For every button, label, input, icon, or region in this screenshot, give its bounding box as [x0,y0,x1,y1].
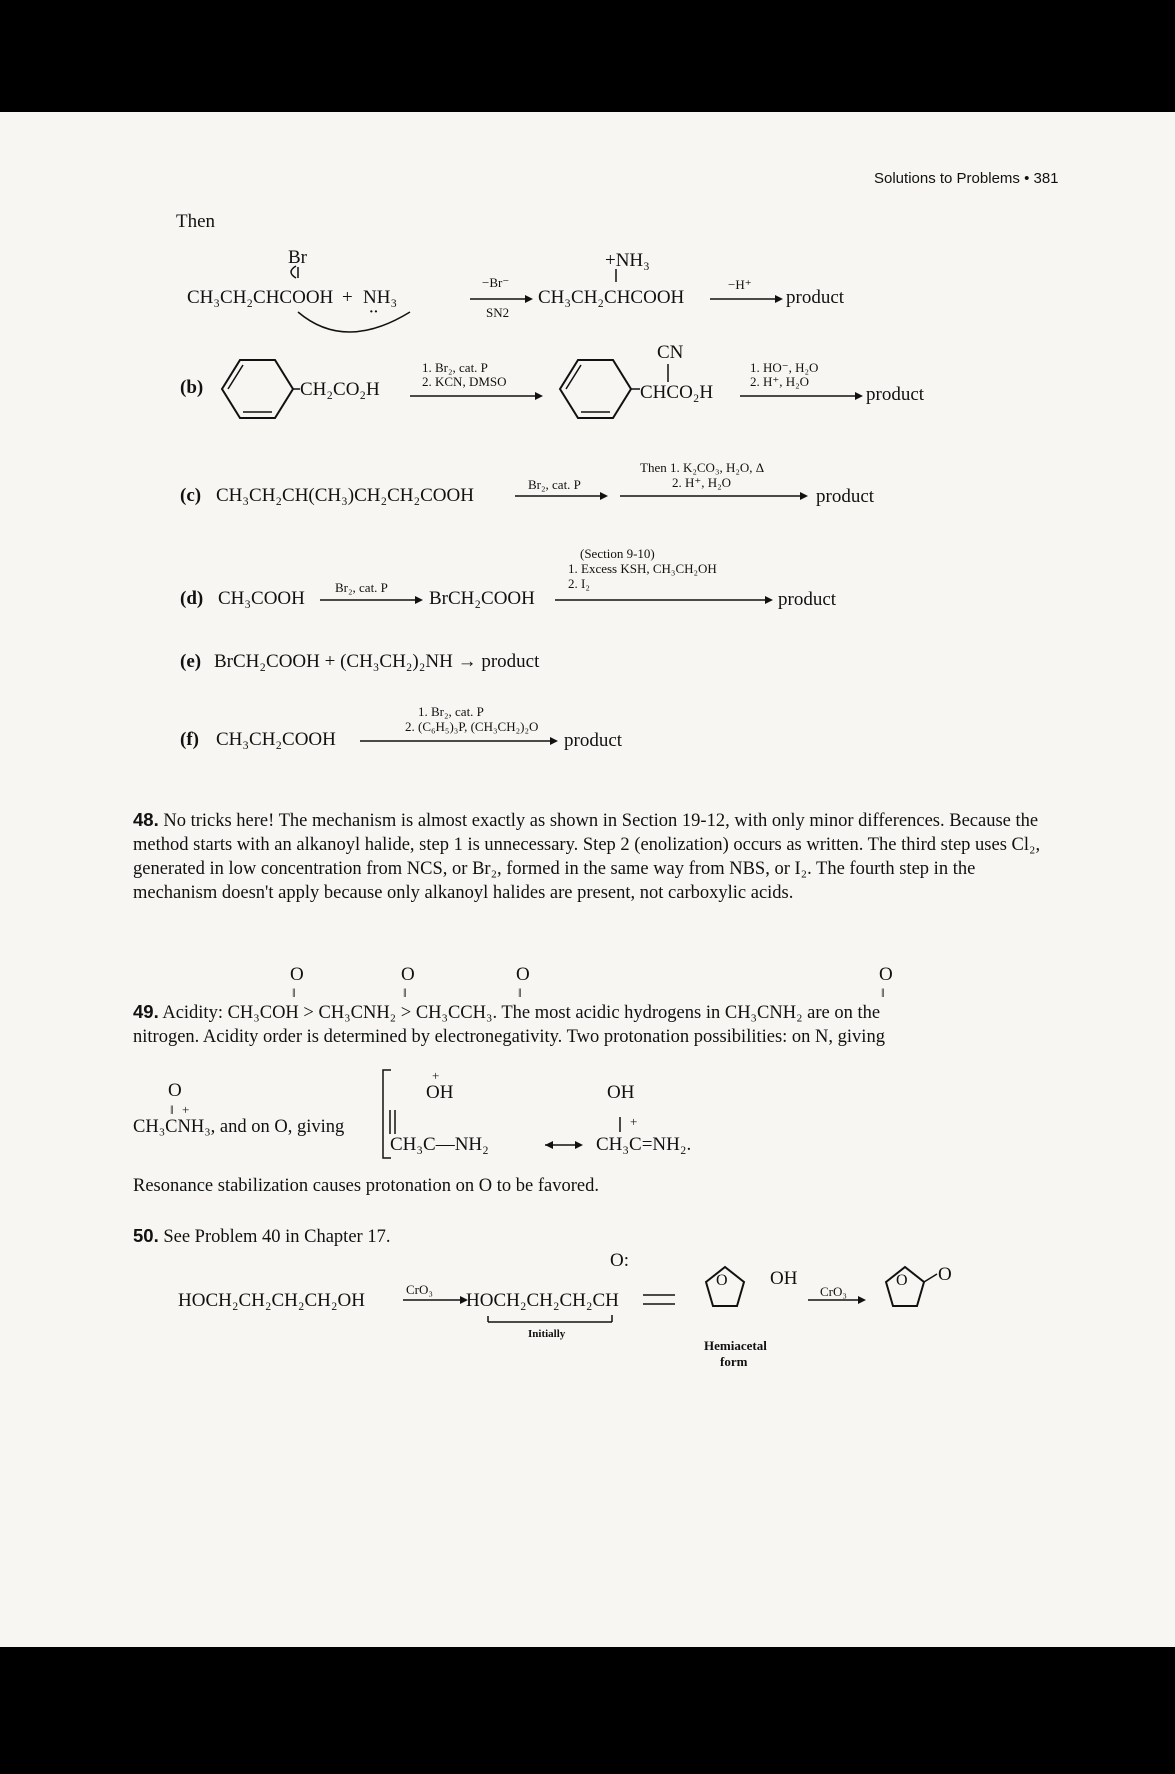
carbonyl-bond-5: ‖ [170,1102,174,1117]
hemiacetal-oh: OH [770,1268,798,1289]
reagent-c1: Br₂, cat. P [528,477,581,492]
n-plus-charge: + [182,1102,190,1117]
reagent-b1-line1: 1. Br₂, cat. P [422,360,488,375]
problem-50-text: See Problem 40 in Chapter 17. [163,1227,391,1247]
reagent-a-bottom: SN2 [486,305,510,320]
label-f: (f) [180,729,199,750]
carbonyl-o-2: O [401,964,415,985]
ammonia: NH₃ [363,287,398,308]
carbonyl-o-5: O [168,1080,182,1101]
o-plus-charge: + [432,1068,440,1083]
then-label: Then [176,211,216,232]
oxidant-2: CrO₃ [820,1284,847,1299]
hydroxy-aldehyde: HOCH₂CH₂CH₂CH [466,1290,619,1311]
iminium-plus: + [630,1114,638,1129]
reagent-f-line1: 1. Br₂, cat. P [418,704,484,719]
oxidant-1: CrO₃ [406,1282,433,1297]
problem-49-number: 49. [133,1001,159,1022]
resonance-structure-2: CH₃C=NH₂. [596,1134,692,1155]
carbonyl-bond-2: ‖ [403,985,407,1000]
intermediate-a: CH₃CH₂CHCOOH [538,287,685,308]
lactone-carbonyl-o: O [938,1264,952,1285]
reagent-c2-line2: 2. H⁺, H₂O [672,475,732,490]
hemiacetal-label-1: Hemiacetal [704,1338,767,1353]
carbonyl-o-1: O [290,964,304,985]
hemiacetal-ring-o: O [716,1272,728,1289]
reagent-d2-line1: (Section 9-10) [580,546,655,561]
hemiacetal-label-2: form [720,1354,748,1369]
equation-e: BrCH₂COOH + (CH₃CH₂)₂NH → product [214,651,540,672]
lone-pair: ·· [369,305,379,320]
problem-49 [133,1000,1073,1049]
cyanoacid-substituent: CHCO₂H [640,382,714,403]
reactant-d: CH₃COOH [218,588,305,609]
lactone-ring-o: O [896,1272,908,1289]
label-d: (d) [180,588,204,609]
reagent-c2-line1: Then 1. K₂CO₃, H₂O, Δ [640,460,765,475]
carbonyl-bond-1: ‖ [292,985,296,1000]
ammonium-group: +NH₃ [605,250,650,271]
cyano-group: CN [657,342,684,363]
carbonyl-o-3: O [516,964,530,985]
reagent-d2-line3: 2. I₂ [568,576,590,591]
resonance-structure-1: CH₃C—NH₂ [390,1134,489,1155]
label-c: (c) [180,485,202,506]
plus-sign: + [342,287,353,308]
phenylacetic-substituent: CH₂CO₂H [300,379,380,400]
initially-label: Initially [528,1328,566,1340]
intermediate-d: BrCH₂COOH [429,588,535,609]
reagent-b2-line2: 2. H⁺, H₂O [750,374,810,389]
product-b: product [866,384,925,405]
reagent-b1-line2: 2. KCN, DMSO [422,374,507,389]
butanediol: HOCH₂CH₂CH₂CH₂OH [178,1290,365,1311]
aldehyde-oxygen: O: [610,1250,629,1271]
hydroxyl-oh: OH [607,1082,635,1103]
problem-49-conclusion: Resonance stabilization causes protonation on O to be favored. [133,1176,599,1196]
br-substituent: Br [288,247,307,268]
page [0,112,1175,1647]
oxonium-oh: OH [426,1082,454,1103]
running-head: Solutions to Problems • 381 [874,170,1059,187]
product-a: product [786,287,845,308]
n-protonated-text: CH₃CNH₃, and on O, giving [133,1117,345,1137]
problem-48-text: No tricks here! The mechanism is almost exactly as shown in Section 19-12, with only minor differences. Because the method starts with an alkanoyl halide, step 1 is unnecessary. Step 2 (enolization) occurs as written. The third step uses Cl₂, generated in low concentration from NCS, or Br₂, formed in the same way from NBS, or I₂. The fourth step in the mechanism doesn't apply because only alkanoyl halides are present, not carboxylic acids. [133,811,1041,903]
reactant-a: CH₃CH₂CHCOOH [187,287,334,308]
reactant-c: CH₃CH₂CH(CH₃)CH₂CH₂COOH [216,485,474,506]
reagent-d1: Br₂, cat. P [335,580,388,595]
reactant-f: CH₃CH₂COOH [216,729,336,750]
deprotonation-reagent: −H⁺ [728,277,752,292]
product-d: product [778,589,837,610]
label-e: (e) [180,651,202,672]
carbonyl-bond-3: ‖ [518,985,522,1000]
product-c: product [816,486,875,507]
reagent-f-line2: 2. (C₆H₅)₃P, (CH₃CH₂)₂O [405,719,539,734]
problem-49-line1: Acidity: CH₃COH > CH₃CNH₂ > CH₃CCH₃. The most acidic hydrogens in CH₃CNH₂ are on the [162,1003,881,1023]
carbonyl-bond-4: ‖ [881,985,885,1000]
problem-50 [133,1224,733,1249]
label-b: (b) [180,377,204,398]
problem-50-number: 50. [133,1225,159,1246]
reagent-b2-line1: 1. HO⁻, H₂O [750,360,819,375]
problem-48-number: 48. [133,809,159,830]
problem-49-line2: nitrogen. Acidity order is determined by electronegativity. Two protonation possibilities: on N, giving [133,1027,885,1047]
reagent-d2-line2: 1. Excess KSH, CH₃CH₂OH [568,561,717,576]
product-f: product [564,730,623,751]
problem-48 [133,808,1053,905]
reagent-a-top: −Br⁻ [482,275,510,290]
carbonyl-o-4: O [879,964,893,985]
